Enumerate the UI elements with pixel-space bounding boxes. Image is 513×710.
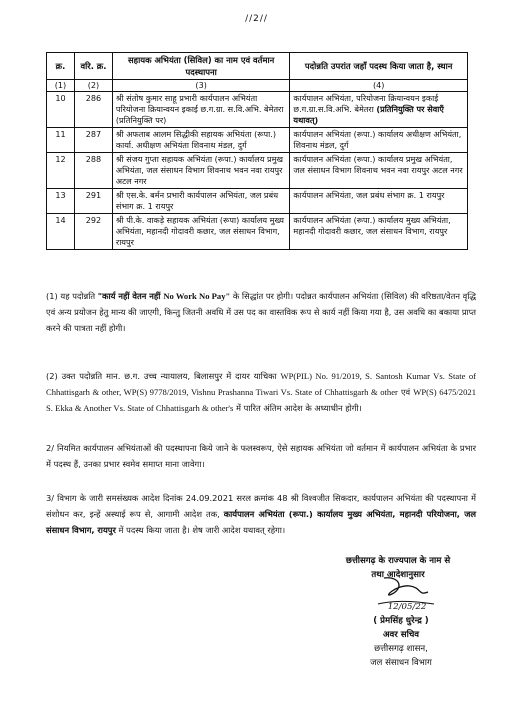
row-sno: 13 [47, 189, 75, 214]
row-posting-cell [290, 92, 468, 128]
index-cell: (4) [290, 80, 468, 92]
para1-bold-english: No Work No Pay" [163, 291, 231, 301]
row-sno: 14 [47, 214, 75, 250]
table-row [47, 128, 468, 153]
condition-paragraph-1 [46, 288, 476, 336]
handwritten-date: 12/05/22 [387, 602, 427, 612]
para2-rest: में पारित अंतिम आदेश के अध्याधीन होगी। [233, 403, 362, 413]
para4-bold-posting: कार्यपालन अभियंता (रूपा.) कार्यालय मुख्य अभियंता, महानदी परियोजना, जल संसाधन विभाग, रायपुर [46, 509, 476, 535]
signatory-government: छत्तीसगढ़ शासन, [374, 644, 428, 654]
signatory-details [336, 614, 466, 670]
row-name: श्री अफताब आलम सिद्धीकी सहायक अभियंता (रूपा.) कार्या. अधीक्षण अभियंता शिवनाथ मंडल, दुर्ग [112, 128, 290, 153]
para1-bold-hindi: "कार्य नहीं वेतन नहीं [97, 291, 164, 301]
index-cell: (2) [74, 80, 112, 92]
row-sno: 12 [47, 153, 75, 189]
header-seniority: वरि. क्र. [74, 53, 112, 80]
row-name: श्री संतोष कुमार साहू प्रभारी कार्यपालन अभियंता परियोजना क्रियान्वयन इकाई छ.ग.ग्रा. स.वि.अभि. बेमेतरा (प्रतिनियुक्ति पर) [112, 92, 290, 128]
index-cell: (1) [47, 80, 75, 92]
row-name: श्री संजय गुप्ता सहायक अभियंता (रूपा.) कार्यालय प्रमुख अभियंता, जल संसाधन विभाग शिवनाथ भवन नवा रायपुर अटल नगर [112, 153, 290, 189]
governor-line: छत्तीसगढ़ के राज्यपाल के नाम से [345, 556, 451, 566]
signatory-designation: अवर सचिव [382, 630, 420, 640]
header-sno: क्र. [47, 53, 75, 80]
row-sno: 11 [47, 128, 75, 153]
row-seniority: 291 [74, 189, 112, 214]
header-posting: पदोन्नति उपरांत जहाँ पदस्थ किया जाता है, स्थान [290, 53, 468, 80]
para4-rest: में पदस्थ किया जाता है। शेष जारी आदेश यथावत् रहेगा। [115, 525, 286, 535]
promotion-table [46, 52, 468, 250]
row-posting: कार्यपालन अभियंता (रूपा.) कार्यालय अधीक्षण अभियंता, शिवनाथ मंडल, दुर्ग [290, 128, 468, 153]
table-row [47, 92, 468, 128]
row-sno: 10 [47, 92, 75, 128]
row-posting: कार्यपालन अभियंता (रूपा.) कार्यालय प्रमुख अभियंता, जल संसाधन विभाग शिवनाथ भवन नवा रायपुर अटल नगर [290, 153, 468, 189]
row-name: श्री पी.के. वाकड़े सहायक अभियंता (रूपा) कार्यालय मुख्य अभियंता, महानदी गोदावरी कछार, जल संसाधन विभाग, रायपुर [112, 214, 290, 250]
row-name: श्री एस.के. बर्मन प्रभारी कार्यपालन अभियंता, जल प्रबंध संभाग क्र. 1 रायपुर [112, 189, 290, 214]
row-posting: कार्यपालन अभियंता (रूपा.) कार्यालय मुख्य अभियंता, महानदी गोदावरी कछार, जल संसाधन विभाग, रायपुर [290, 214, 468, 250]
row-posting: कार्यपालन अभियंता, परियोजना क्रियान्वयन इकाई छ.ग.ग्रा.स.वि.अभि. बेमेतरा [293, 93, 439, 114]
table-row [47, 189, 468, 214]
para2-petitions-2: WP(S) 6475/2021 S. Ekka & Another Vs. State of Chhattisgarh & other's [46, 387, 476, 413]
table-index-row [47, 80, 468, 92]
header-name: सहायक अभियंता (सिविल) का नाम एवं वर्तमान पदस्थापना [112, 53, 290, 80]
condition-paragraph-2 [46, 368, 476, 416]
para4-lead: 3/ विभाग के जारी समसंख्यक आदेश दिनांक 24.09.2021 सरल क्रमांक 48 श्री विश्वजीत सिकदार, कार्यपालन अभियंता की पदस्थापना में संशोधन कर, इन्हें अस्थाई रूप से, आगामी आदेश तक, [46, 493, 476, 519]
para1-lead: (1) यह पदोन्नति [46, 291, 98, 301]
para2-petitions-1: WP(PIL) No. 91/2019, S. Santosh Kumar Vs. State of Chhattisgarh & other, WP(S) 9778/2019, Vishnu Prashanna Tiwari Vs. State of Chhattisgarh & other [46, 371, 476, 397]
para2-lead: (2) उक्त पदोन्नति मान. छ.ग. उच्च न्यायालय, बिलासपुर में दायर याचिका [46, 371, 281, 381]
table-row [47, 153, 468, 189]
row-seniority: 286 [74, 92, 112, 128]
order-line: तथा आदेशानुसार [371, 570, 425, 580]
para2-mid: एवं [397, 387, 414, 397]
table-header-row [47, 53, 468, 80]
signatory-name: ( प्रेमसिंह धुरेन्द्र ) [373, 616, 429, 626]
index-cell: (3) [112, 80, 290, 92]
amendment-paragraph [46, 490, 476, 538]
row-seniority: 292 [74, 214, 112, 250]
row-posting-note: (प्रतिनियुक्ति पर सेवाएँ यथावत्) [293, 104, 444, 125]
page-number: //2// [245, 14, 268, 24]
signatory-department: जल संसाधन विभाग [370, 658, 432, 668]
row-seniority: 288 [74, 153, 112, 189]
table-row [47, 214, 468, 250]
charge-paragraph: 2/ नियमित कार्यपालन अभियंताओं की पदस्थापना किये जाने के फलस्वरूप, ऐसे सहायक अभियंता जो वर्तमान में कार्यपालन अभियंता के प्रभार में पदस्थ हैं, उनका प्रभार स्वमेव समाप्त माना जावेगा। [46, 443, 476, 469]
para1-rest: के सिद्धांत पर होगी। पदोन्नत कार्यपालन अभियंता (सिविल) की वरिष्ठता/वेतन वृद्धि एवं अन्य प्रयोजन हेतु मान्य की जाएगी, किन्तु जितनी अवधि में उस पद का वास्तविक रूप से कार्य नहीं किया गया है, उस अवधि का बकाया प्राप्त करने की पात्रता नहीं होगी। [46, 291, 476, 333]
row-posting: कार्यपालन अभियंता, जल प्रबंध संभाग क्र. 1 रायपुर [290, 189, 468, 214]
row-seniority: 287 [74, 128, 112, 153]
